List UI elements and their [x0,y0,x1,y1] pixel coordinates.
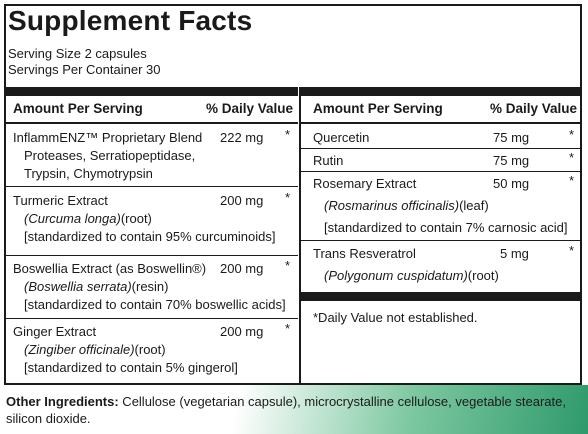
turmeric-dv: * [285,190,291,205]
ginger-latin: (Zingiber officinale) [24,342,135,357]
resveratrol-part: (root) [467,268,499,283]
ginger-source [24,341,166,358]
inflammenz-amount: 222 mg [220,130,264,145]
boswellia-name: Boswellia Extract (as Boswellin®) [13,261,207,276]
ginger-name: Ginger Extract [13,324,97,339]
turmeric-name: Turmeric Extract [13,193,108,208]
servings-per-container: Servings Per Container 30 [8,62,161,77]
left-amount-header: Amount Per Serving [13,101,143,116]
left-rule-1 [6,186,298,187]
rutin-name: Rutin [313,153,344,168]
right-amount-header: Amount Per Serving [313,101,443,116]
left-top-bar [6,87,298,96]
boswellia-amount: 200 mg [220,261,264,276]
right-rule-2 [300,171,580,172]
rosemary-part: (leaf) [459,198,489,213]
right-rule-3 [300,240,580,241]
turmeric-part: (root) [120,211,152,226]
other-ingredients-text: Cellulose (vegetarian capsule), microcrystalline cellulose, vegetable stearate, silicon dioxide. [6,394,566,426]
rosemary-amount: 50 mg [493,176,530,191]
column-divider [299,87,301,385]
resveratrol-source [324,267,499,284]
inflammenz-dv: * [285,127,291,142]
turmeric-amount: 200 mg [220,193,264,208]
daily-value-footnote: *Daily Value not established. [313,310,478,325]
right-dv-header: % Daily Value [490,101,578,116]
left-dv-header: % Daily Value [206,101,294,116]
resveratrol-latin: (Polygonum cuspidatum) [324,268,468,283]
rosemary-latin: (Rosmarinus officinalis) [324,198,460,213]
boswellia-latin: (Boswellia serrata) [24,279,132,294]
boswellia-dv: * [285,258,291,273]
resveratrol-amount: 5 mg [500,246,529,261]
inflammenz-line3: Trypsin, Chymotrypsin [24,166,153,181]
inflammenz-line2: Proteases, Serratiopeptidase, [24,148,196,163]
other-ingredients-label: Other Ingredients: [6,394,119,409]
quercetin-name: Quercetin [313,130,370,145]
ginger-dv: * [285,321,291,336]
ginger-part: (root) [134,342,166,357]
rutin-dv: * [569,150,575,165]
rosemary-source [324,197,489,214]
rosemary-name: Rosemary Extract [313,176,417,191]
left-header-rule [6,122,298,124]
ginger-std: [standardized to contain 5% gingerol] [24,360,238,375]
turmeric-source [24,210,152,227]
right-header-rule [300,122,580,124]
boswellia-std: [standardized to contain 70% boswellic acids] [24,297,286,312]
rosemary-std: [standardized to contain 7% carnosic acid] [324,220,568,235]
other-ingredients [6,393,582,427]
left-rule-3 [6,318,298,319]
panel-title: Supplement Facts [8,5,253,36]
boswellia-part: (resin) [131,279,169,294]
inflammenz-name: InflammENZ™ Proprietary Blend [13,130,203,145]
serving-size: Serving Size 2 capsules [8,46,147,61]
quercetin-amount: 75 mg [493,130,530,145]
right-bottom-bar [300,292,580,301]
resveratrol-name: Trans Resveratrol [313,246,416,261]
left-rule-2 [6,255,298,256]
right-top-bar [300,87,580,96]
turmeric-latin: (Curcuma longa) [24,211,121,226]
resveratrol-dv: * [569,243,575,258]
rutin-amount: 75 mg [493,153,530,168]
quercetin-dv: * [569,127,575,142]
rosemary-dv: * [569,173,575,188]
right-rule-1 [300,148,580,149]
boswellia-source [24,278,169,295]
ginger-amount: 200 mg [220,324,264,339]
turmeric-std: [standardized to contain 95% curcuminoids] [24,229,276,244]
